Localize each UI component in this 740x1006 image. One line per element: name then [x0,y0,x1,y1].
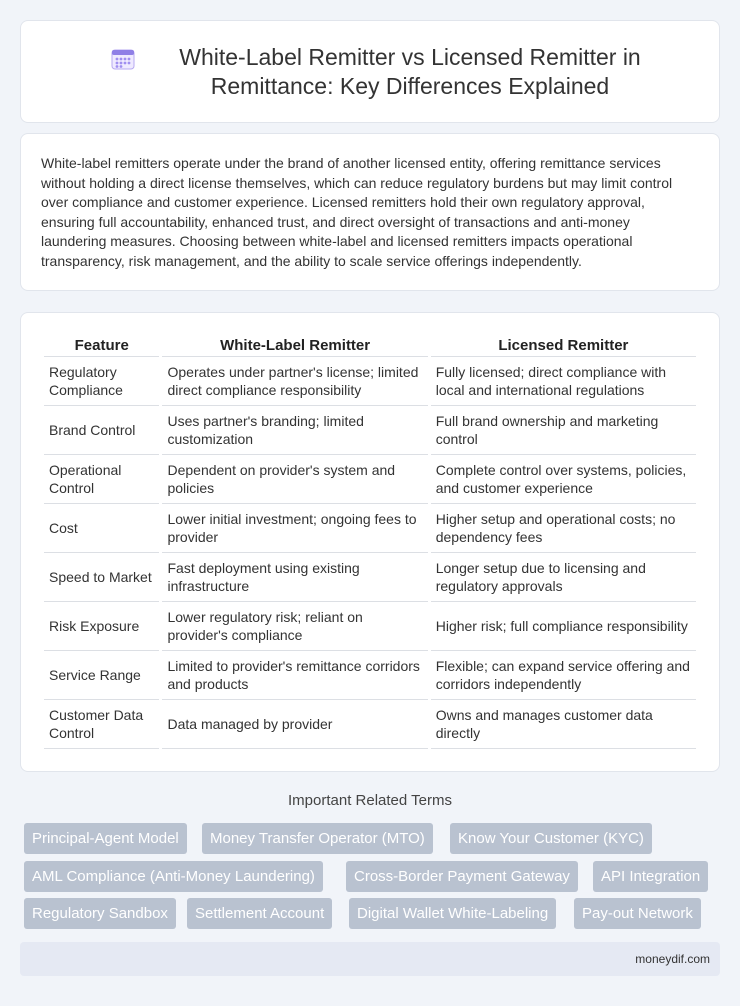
table-row [44,700,696,749]
term-tag[interactable]: Settlement Account [187,898,332,929]
feature-cell: Speed to Market [44,553,159,602]
calendar-icon [111,48,135,70]
white-label-cell: Limited to provider's remittance corridors and products [162,651,427,700]
term-tag[interactable]: AML Compliance (Anti-Money Laundering) [24,861,323,892]
feature-cell: Regulatory Compliance [44,357,159,406]
licensed-cell: Higher setup and operational costs; no dependency fees [431,504,696,553]
table-row [44,406,696,455]
feature-cell: Operational Control [44,455,159,504]
white-label-cell: Dependent on provider's system and policies [162,455,427,504]
licensed-cell: Owns and manages customer data directly [431,700,696,749]
term-tag[interactable]: Know Your Customer (KYC) [450,823,652,854]
white-label-cell: Operates under partner's license; limited direct compliance responsibility [162,357,427,406]
licensed-cell: Fully licensed; direct compliance with local and international regulations [431,357,696,406]
licensed-cell: Longer setup due to licensing and regulatory approvals [431,553,696,602]
header-licensed: Licensed Remitter [431,335,696,357]
licensed-cell: Higher risk; full compliance responsibility [431,602,696,651]
comparison-table-card [20,312,720,772]
term-tag[interactable]: API Integration [593,861,708,892]
table-row [44,602,696,651]
intro-card [20,133,720,291]
table-row [44,357,696,406]
term-tag[interactable]: Regulatory Sandbox [24,898,176,929]
footer-site-link[interactable]: moneydif.com [635,952,710,966]
feature-cell: Cost [44,504,159,553]
footer [20,942,720,976]
feature-cell: Service Range [44,651,159,700]
table-header-row [44,335,696,357]
white-label-cell: Lower initial investment; ongoing fees to provider [162,504,427,553]
related-terms-heading: Important Related Terms [288,792,452,809]
intro-paragraph: White-label remitters operate under the brand of another licensed entity, offering remittance services without holding a direct license themselves, which can reduce regulatory burdens but may limit control over compliance and customer experience. Licensed remitters hold their own regulatory approval, ensuring full accountability, enhanced trust, and direct oversight of transactions and anti-money laundering measures. Choosing between white-label and licensed remitters impacts operational transparency, risk management, and the ability to scale service offerings independently. [41,155,673,269]
table-row [44,455,696,504]
title-card [20,20,720,123]
page-title: White-Label Remitter vs Licensed Remitter in Remittance: Key Differences Explained [179,44,641,99]
white-label-cell: Data managed by provider [162,700,427,749]
white-label-cell: Uses partner's branding; limited customization [162,406,427,455]
licensed-cell: Complete control over systems, policies, and customer experience [431,455,696,504]
comparison-table [41,335,699,749]
term-tag[interactable]: Pay-out Network [574,898,701,929]
header-feature: Feature [44,335,159,357]
white-label-cell: Lower regulatory risk; reliant on provider's compliance [162,602,427,651]
table-row [44,651,696,700]
term-tag[interactable]: Digital Wallet White-Labeling [349,898,556,929]
term-tag[interactable]: Money Transfer Operator (MTO) [202,823,433,854]
feature-cell: Customer Data Control [44,700,159,749]
white-label-cell: Fast deployment using existing infrastructure [162,553,427,602]
term-tag[interactable]: Cross-Border Payment Gateway [346,861,578,892]
table-row [44,553,696,602]
licensed-cell: Full brand ownership and marketing control [431,406,696,455]
licensed-cell: Flexible; can expand service offering and corridors independently [431,651,696,700]
term-tag[interactable]: Principal-Agent Model [24,823,187,854]
feature-cell: Risk Exposure [44,602,159,651]
header-white-label: White-Label Remitter [162,335,427,357]
feature-cell: Brand Control [44,406,159,455]
table-row [44,504,696,553]
